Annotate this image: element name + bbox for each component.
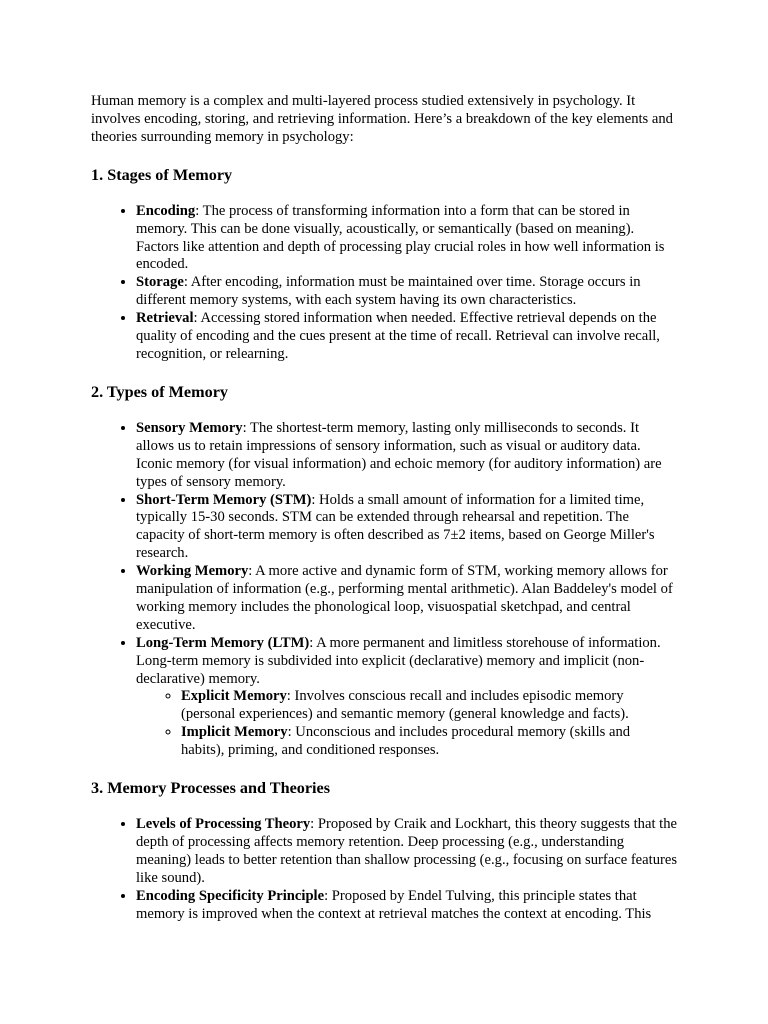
item-term: Explicit Memory [181, 688, 287, 705]
item-text: : Proposed by Craik and Lockhart, this theory suggests that the depth of processing affects memory retention. Deep processing (e.g., understanding meaning) leads to better retention than shallow processing (e.g., focusing on surface features like sound). [136, 816, 678, 886]
item-text: : Involves conscious recall and includes episodic memory (personal experiences) and semantic memory (general knowledge and facts). [181, 688, 629, 723]
item-term: Encoding Specificity Principle [136, 887, 325, 904]
item-term: Long-Term Memory (LTM) [136, 634, 310, 651]
item-text: : The shortest-term memory, lasting only milliseconds to seconds. It allows us to retain impressions of sensory information, such as visual or auditory data. Iconic memory (for visual information) and echoic memory (for auditory information) are types of sensory memory. [136, 419, 662, 490]
item-text: : The process of transforming information into a form that can be stored in memory. This can be done visually, acoustically, or semantically (based on meaning). Factors like attention and depth of processing play crucial roles in how well information is encoded. [136, 202, 665, 273]
item-term: Working Memory [136, 563, 249, 580]
item-text: : A more permanent and limitless storehouse of information. Long-term memory is subdivided into explicit (declarative) memory and implicit (non-declarative) memory. [136, 634, 661, 687]
list-item [136, 888, 677, 924]
types-list [91, 420, 677, 760]
list-item [136, 274, 677, 310]
item-term: Sensory Memory [136, 419, 243, 436]
item-term: Storage [136, 274, 184, 291]
item-term: Levels of Processing Theory [136, 816, 311, 833]
processes-list [91, 816, 677, 923]
item-text: : After encoding, information must be maintained over time. Storage occurs in different memory systems, with each system having its own characteristics. [136, 274, 641, 309]
item-text: : Accessing stored information when needed. Effective retrieval depends on the quality of encoding and the cues present at the time of recall. Retrieval can involve recall, recognition, or relearning. [136, 310, 660, 362]
item-term: Retrieval [136, 310, 194, 327]
list-item [136, 816, 677, 888]
item-term: Short-Term Memory (STM) [136, 491, 312, 508]
intro-paragraph: Human memory is a complex and multi-layered process studied extensively in psychology. It involves encoding, storing, and retrieving information. Here’s a breakdown of the key elements and theories surrounding memory in psychology: [91, 93, 673, 145]
sublist-item [181, 688, 677, 724]
item-text: : Proposed by Endel Tulving, this principle states that memory is improved when the context at retrieval matches the context at encoding. This [136, 887, 652, 922]
section-heading-stages: 1. Stages of Memory [91, 165, 233, 184]
list-item [136, 635, 677, 760]
sublist-item [181, 724, 677, 760]
list-item [136, 420, 677, 492]
stages-list [91, 203, 677, 364]
item-term: Implicit Memory [181, 724, 288, 741]
section-heading-types: 2. Types of Memory [91, 382, 228, 401]
list-item [136, 563, 677, 635]
list-item [136, 310, 677, 364]
list-item [136, 203, 677, 275]
list-item [136, 492, 677, 564]
section-heading-processes: 3. Memory Processes and Theories [91, 779, 331, 798]
item-text: : Unconscious and includes procedural memory (skills and habits), priming, and conditioned responses. [181, 724, 631, 759]
item-text: : Holds a small amount of information for a limited time, typically 15-30 seconds. STM can be extended through rehearsal and repetition. The capacity of short-term memory is often described as 7±2 items, based on George Miller's research. [136, 491, 655, 562]
item-term: Encoding [136, 202, 196, 219]
ltm-sublist [136, 688, 677, 760]
item-text: : A more active and dynamic form of STM, working memory allows for manipulation of information (e.g., performing mental arithmetic). Alan Baddeley's model of working memory includes the phonological loop, visuospatial sketchpad, and central executive. [136, 563, 673, 633]
